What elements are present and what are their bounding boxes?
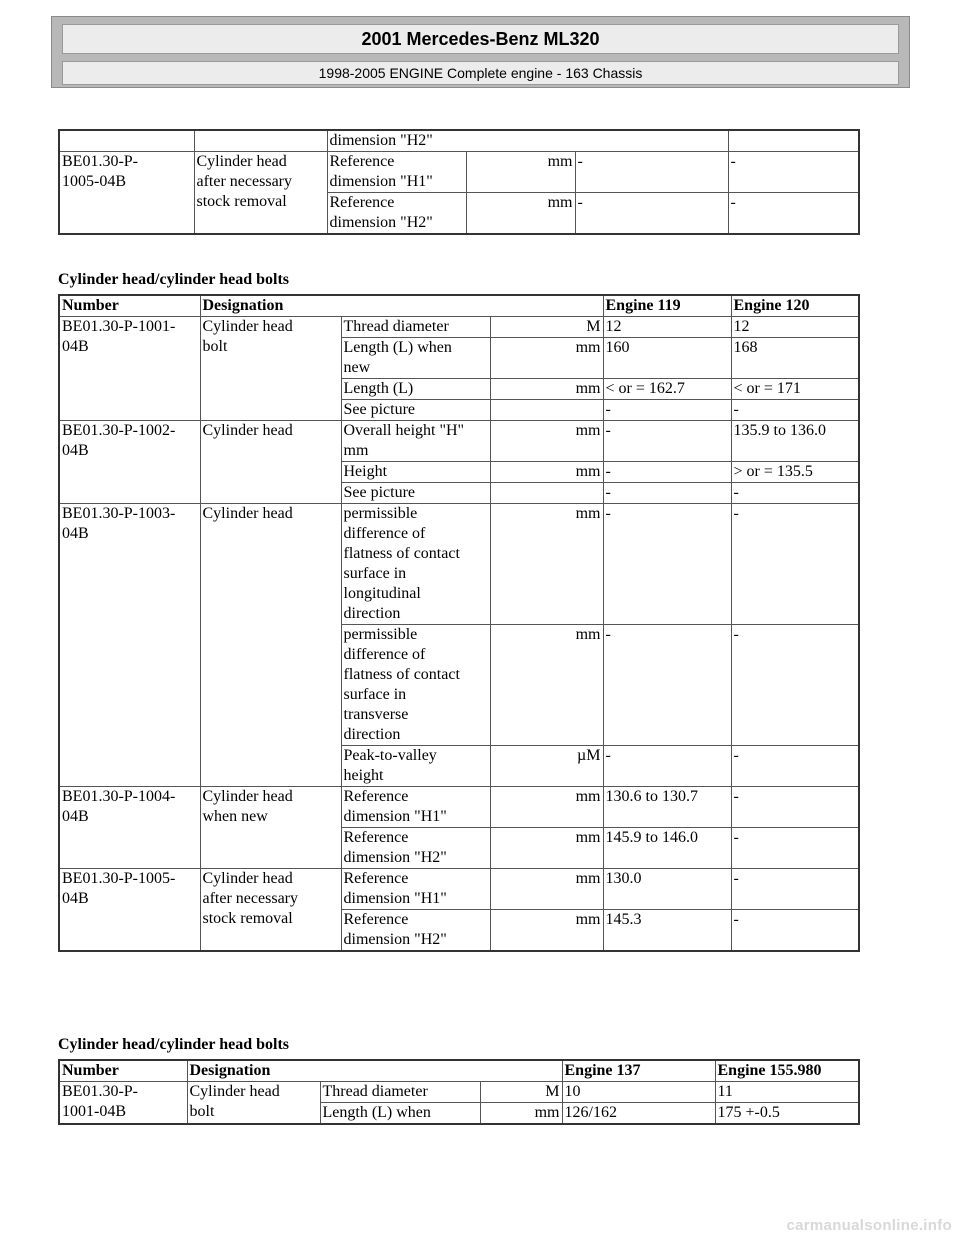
cell-value-engine-a: -	[575, 193, 728, 235]
footer	[0, 1212, 960, 1242]
cell-parameter: Reference dimension "H2"	[341, 910, 490, 952]
cell-value-engine-a: 10	[562, 1082, 715, 1103]
cell-parameter: Thread diameter	[320, 1082, 480, 1103]
cell-unit	[490, 483, 603, 504]
spec-table-engine-119-120	[58, 294, 860, 952]
cell-value-engine-a: 145.9 to 146.0	[603, 828, 731, 869]
cell-parameter: Reference dimension "H1"	[341, 869, 490, 910]
cell-value-engine-b: -	[731, 746, 859, 787]
cell-value-engine-b: -	[731, 625, 859, 746]
cell-value-engine-b: -	[731, 910, 859, 952]
cell-parameter: Reference dimension "H2"	[341, 828, 490, 869]
cell-parameter: Overall height "H" mm	[341, 421, 490, 462]
cell-value-engine-b: -	[731, 828, 859, 869]
cell-value-engine-a: 130.0	[603, 869, 731, 910]
table-header-row	[59, 295, 859, 317]
cell-value-engine-b: < or = 171	[731, 379, 859, 400]
cell-designation: Cylinder head bolt	[187, 1082, 320, 1125]
cell-parameter: See picture	[341, 483, 490, 504]
cell-value-engine-a: -	[603, 421, 731, 462]
cell-unit: M	[490, 317, 603, 338]
cell-designation: Cylinder head	[200, 504, 341, 787]
cell-unit	[490, 400, 603, 421]
cell-number: BE01.30-P-1005- 04B	[59, 869, 200, 952]
cell-value-engine-b: 175 +-0.5	[715, 1103, 859, 1125]
cell-parameter: dimension "H2"	[327, 130, 728, 152]
table-row	[59, 130, 859, 152]
cell-unit: mm	[490, 910, 603, 952]
section-title: Cylinder head/cylinder head bolts	[58, 271, 289, 288]
cell-number: BE01.30-P-1004- 04B	[59, 787, 200, 869]
col-header-number: Number	[59, 295, 200, 317]
cell-unit: mm	[490, 828, 603, 869]
cell-parameter: permissible difference of flatness of contact surface in transverse direction	[341, 625, 490, 746]
table-row	[59, 317, 859, 338]
table-row	[59, 869, 859, 910]
section-title: Cylinder head/cylinder head bolts	[58, 1036, 289, 1053]
cell-value-engine-a: -	[603, 462, 731, 483]
table-row	[59, 504, 859, 625]
cell-value-engine-a: 130.6 to 130.7	[603, 787, 731, 828]
cell-parameter: Thread diameter	[341, 317, 490, 338]
cell-unit: mm	[490, 338, 603, 379]
col-header-designation: Designation	[200, 295, 603, 317]
cell-value-engine-a: -	[603, 400, 731, 421]
table-header-row	[59, 1060, 859, 1082]
cell-parameter: Length (L)	[341, 379, 490, 400]
cell-designation: Cylinder head	[200, 421, 341, 504]
cell-designation: Cylinder head when new	[200, 787, 341, 869]
cell-value-engine-a: 12	[603, 317, 731, 338]
cell-value-engine-a: 145.3	[603, 910, 731, 952]
cell-value-engine-b: -	[728, 193, 859, 235]
spec-table-engine-137-155	[58, 1059, 860, 1125]
cell-designation: Cylinder head after necessary stock removal	[194, 152, 327, 235]
cell-number: BE01.30-P-1001- 04B	[59, 317, 200, 421]
cell-unit: mm	[490, 379, 603, 400]
cell-parameter: Length (L) when	[320, 1103, 480, 1125]
cell-parameter: Reference dimension "H2"	[327, 193, 466, 235]
col-header-designation: Designation	[187, 1060, 562, 1082]
cell-value-engine-b: -	[731, 400, 859, 421]
cell-value-engine-a: -	[603, 483, 731, 504]
cell-value-engine-b: -	[731, 869, 859, 910]
cell-unit: mm	[480, 1103, 562, 1125]
cell-unit: mm	[466, 193, 575, 235]
cell-value-engine-a: 126/162	[562, 1103, 715, 1125]
cell-empty	[194, 130, 327, 152]
cell-unit: mm	[490, 625, 603, 746]
cell-parameter: Length (L) when new	[341, 338, 490, 379]
cell-number: BE01.30-P-1002- 04B	[59, 421, 200, 504]
cell-unit: mm	[466, 152, 575, 193]
col-header-number: Number	[59, 1060, 187, 1082]
table-row	[59, 1082, 859, 1103]
header-title: 2001 Mercedes-Benz ML320	[62, 24, 899, 54]
cell-designation: Cylinder head bolt	[200, 317, 341, 421]
col-header-engine-b: Engine 155.980	[715, 1060, 859, 1082]
cell-parameter: Height	[341, 462, 490, 483]
cell-value-engine-a: -	[603, 504, 731, 625]
cell-number: BE01.30-P- 1005-04B	[59, 152, 194, 235]
cell-parameter: See picture	[341, 400, 490, 421]
cell-value-engine-a: -	[603, 625, 731, 746]
cell-value-engine-b: 12	[731, 317, 859, 338]
cell-unit: M	[480, 1082, 562, 1103]
cell-value-engine-b: > or = 135.5	[731, 462, 859, 483]
cell-unit: mm	[490, 504, 603, 625]
cell-value-engine-b: 11	[715, 1082, 859, 1103]
cell-value-engine-b: -	[731, 483, 859, 504]
table-row	[59, 421, 859, 462]
cell-value-engine-a: < or = 162.7	[603, 379, 731, 400]
cell-empty	[728, 130, 859, 152]
cell-unit: mm	[490, 787, 603, 828]
cell-value-engine-b: -	[731, 504, 859, 625]
cell-unit: mm	[490, 421, 603, 462]
col-header-engine-b: Engine 120	[731, 295, 859, 317]
cell-value-engine-b: -	[731, 787, 859, 828]
table-row	[59, 152, 859, 193]
header-subtitle: 1998-2005 ENGINE Complete engine - 163 Chassis	[62, 61, 899, 85]
cell-empty	[59, 130, 194, 152]
cell-parameter: Reference dimension "H1"	[341, 787, 490, 828]
cell-value-engine-a: 160	[603, 338, 731, 379]
cell-value-engine-b: -	[728, 152, 859, 193]
cell-value-engine-a: -	[603, 746, 731, 787]
table-row	[59, 787, 859, 828]
cell-parameter: permissible difference of flatness of contact surface in longitudinal direction	[341, 504, 490, 625]
cell-unit: mm	[490, 869, 603, 910]
watermark: carmanualsonline.info	[786, 1217, 952, 1234]
col-header-engine-a: Engine 137	[562, 1060, 715, 1082]
continued-spec-table	[58, 129, 860, 235]
page-header	[51, 16, 910, 88]
cell-designation: Cylinder head after necessary stock removal	[200, 869, 341, 952]
cell-value-engine-a: -	[575, 152, 728, 193]
cell-number: BE01.30-P- 1001-04B	[59, 1082, 187, 1125]
cell-unit: mm	[490, 462, 603, 483]
col-header-engine-a: Engine 119	[603, 295, 731, 317]
cell-number: BE01.30-P-1003- 04B	[59, 504, 200, 787]
cell-parameter: Peak-to-valley height	[341, 746, 490, 787]
cell-parameter: Reference dimension "H1"	[327, 152, 466, 193]
cell-unit: µM	[490, 746, 603, 787]
cell-value-engine-b: 168	[731, 338, 859, 379]
cell-value-engine-b: 135.9 to 136.0	[731, 421, 859, 462]
